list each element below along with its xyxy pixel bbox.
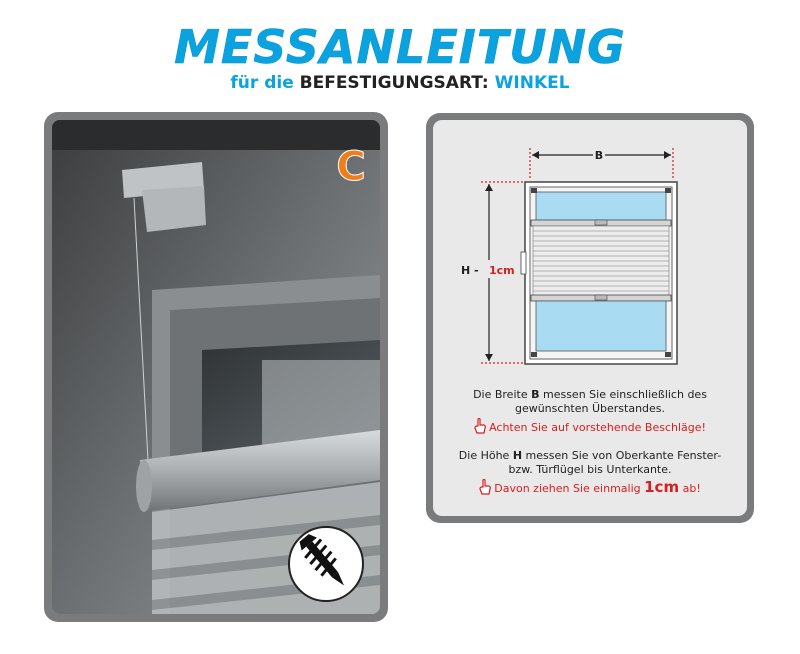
height-warning-before: Davon ziehen Sie einmalig — [494, 482, 645, 495]
height-line1-after: messen Sie von Oberkante Fenster- — [522, 449, 722, 462]
width-warning-text: Achten Sie auf vorstehende Beschläge! — [489, 421, 706, 434]
badge-letter: C — [336, 147, 366, 187]
height-warning-value: 1cm — [644, 478, 680, 496]
height-label-prefix: H - — [461, 264, 479, 277]
pointing-hand-icon — [479, 479, 491, 495]
instruction-panel — [433, 120, 747, 516]
height-warning — [433, 479, 747, 496]
width-bold-letter: B — [531, 388, 540, 401]
subtitle-suffix: WINKEL — [494, 73, 570, 93]
height-instruction — [433, 449, 747, 477]
screw-icon — [286, 524, 366, 604]
width-label: B — [594, 149, 604, 162]
photo-frame — [44, 112, 388, 622]
width-instruction — [433, 388, 747, 416]
width-warning — [433, 418, 747, 435]
window-diagram — [433, 120, 747, 380]
subtitle-prefix: für die — [230, 73, 300, 93]
width-line1-after: messen Sie einschließlich des — [539, 388, 707, 401]
height-line2: bzw. Türflügel bis Unterkante. — [508, 463, 672, 476]
page-subtitle — [0, 72, 800, 94]
width-line2: gewünschten Überstandes. — [514, 402, 666, 415]
height-label-value: 1cm — [489, 264, 515, 277]
height-line1-before: Die Höhe — [458, 449, 513, 462]
width-line1-before: Die Breite — [473, 388, 532, 401]
subtitle-middle: BEFESTIGUNGSART: — [299, 73, 495, 93]
mounting-type-badge — [331, 147, 371, 187]
instruction-frame — [426, 113, 754, 523]
page-title: MESSANLEITUNG — [174, 20, 626, 74]
pointing-hand-icon — [474, 418, 486, 434]
height-bold-letter: H — [512, 449, 523, 462]
height-warning-after: ab! — [679, 482, 701, 495]
mounting-photo — [52, 120, 380, 614]
